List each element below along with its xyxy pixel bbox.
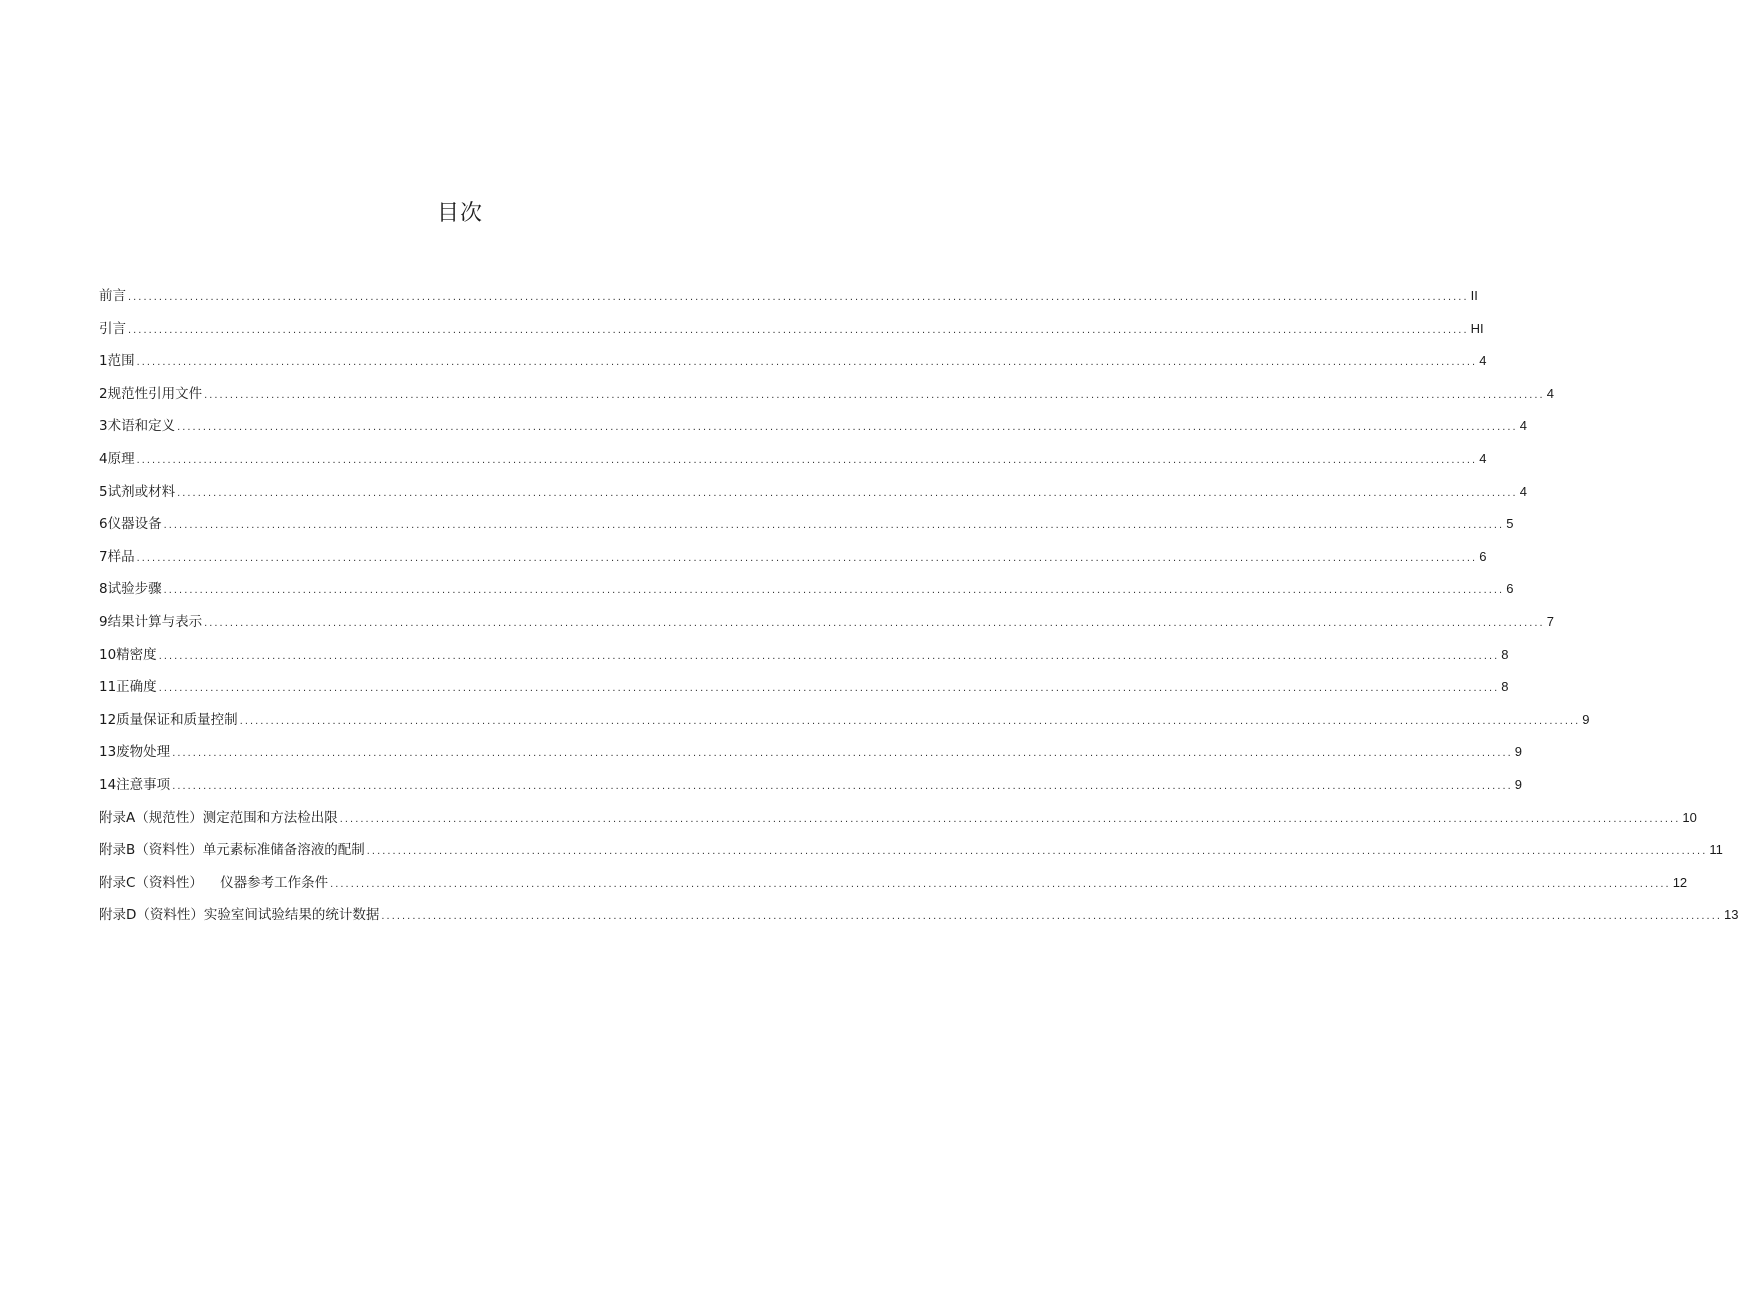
toc-entry-page: 9 (1514, 776, 1523, 792)
toc-entry[interactable] (99, 899, 1738, 932)
toc-leader-dots: .................................................................................................................................................................................................................................................................... (136, 356, 1478, 369)
toc-entry-label: 1范围 (99, 353, 135, 370)
toc-entry[interactable] (99, 443, 1487, 476)
toc-entry[interactable] (99, 802, 1697, 835)
toc-entry-page: 11 (1709, 842, 1723, 858)
toc-leader-dots: .................................................................................................................................................................................................................................................................... (172, 779, 1513, 792)
toc-entry[interactable] (99, 834, 1723, 867)
toc-entry-page: 6 (1506, 581, 1514, 597)
toc-entry-page: 4 (1519, 483, 1527, 499)
toc-entry[interactable] (99, 606, 1554, 639)
toc-entry-page: 5 (1506, 516, 1514, 532)
toc-entry-label: 3术语和定义 (99, 418, 176, 435)
toc-entry-label: 引言 (99, 320, 126, 337)
toc-leader-dots: .................................................................................................................................................................................................................................................................... (204, 388, 1545, 401)
toc-entry-page: 4 (1479, 450, 1487, 466)
toc-entry-label: 2规范性引用文件 (99, 385, 203, 402)
toc-entry-label: 8试验步骤 (99, 581, 162, 598)
toc-entry[interactable] (99, 769, 1523, 802)
toc-entry-label: 6仪器设备 (99, 516, 162, 533)
toc-entry-label: 9结果计算与表示 (99, 613, 203, 630)
toc-entry-page: 4 (1519, 418, 1527, 434)
toc-leader-dots: .................................................................................................................................................................................................................................................................... (136, 551, 1478, 564)
toc-entry-label: 4原理 (99, 450, 135, 467)
toc-leader-dots: .................................................................................................................................................................................................................................................................... (158, 682, 1500, 695)
toc-entry-page: 12 (1672, 874, 1688, 890)
toc-entry-page: II (1470, 288, 1478, 303)
toc-entry[interactable] (99, 410, 1527, 443)
toc-entry-label: 13废物处理 (99, 744, 171, 761)
toc-entry-label: 附录D（资料性）实验室间试验结果的统计数据 (99, 907, 380, 924)
toc-leader-dots: .................................................................................................................................................................................................................................................................... (381, 910, 1723, 923)
toc-entry[interactable] (99, 541, 1487, 574)
toc-entry[interactable] (99, 280, 1478, 313)
toc-entry-label: 14注意事项 (99, 776, 171, 793)
toc-leader-dots: .................................................................................................................................................................................................................................................................... (177, 421, 1518, 434)
toc-entry[interactable] (99, 378, 1554, 411)
toc-entry[interactable] (99, 671, 1509, 704)
toc-entry-label: 附录B（资料性）单元素标准储备溶液的配制 (99, 842, 365, 859)
toc-leader-dots: .................................................................................................................................................................................................................................................................... (339, 812, 1681, 825)
toc-leader-dots: .................................................................................................................................................................................................................................................................... (158, 649, 1500, 662)
toc-entry[interactable] (99, 639, 1509, 672)
toc-entry[interactable] (99, 476, 1527, 509)
toc-entry-page: 4 (1546, 385, 1554, 401)
toc-leader-dots: .................................................................................................................................................................................................................................................................... (172, 747, 1513, 760)
toc-entry-page: 9 (1514, 744, 1523, 760)
toc-entry-page: 7 (1546, 613, 1554, 629)
toc-entry-label: 5试剂或材料 (99, 483, 176, 500)
toc-leader-dots: .................................................................................................................................................................................................................................................................... (163, 584, 1505, 597)
toc-entry-label: 7样品 (99, 548, 135, 565)
toc-leader-dots: .................................................................................................................................................................................................................................................................... (204, 616, 1545, 629)
toc-entry-label: 附录A（规范性）测定范围和方法检出限 (99, 809, 338, 826)
toc-entry-page: 10 (1682, 809, 1697, 825)
toc-entry-page: HI (1470, 320, 1484, 336)
toc-entry[interactable] (99, 508, 1514, 541)
toc-entry-page: 8 (1501, 679, 1509, 695)
toc-entry-label: 11正确度 (99, 679, 157, 696)
toc-entry-label: 附录C（资料性） 仪器参考工作条件 (99, 874, 329, 891)
page-title: 目次 (436, 201, 483, 226)
toc-entry-label: 前言 (99, 288, 126, 304)
toc-entry-label: 10精密度 (99, 646, 157, 663)
toc-entry[interactable] (99, 313, 1484, 346)
toc-entry[interactable] (99, 704, 1590, 737)
toc-leader-dots: .................................................................................................................................................................................................................................................................... (128, 291, 1469, 303)
toc-leader-dots: .................................................................................................................................................................................................................................................................... (128, 323, 1469, 336)
toc-leader-dots: .................................................................................................................................................................................................................................................................... (239, 714, 1581, 727)
toc-entry-page: 9 (1582, 711, 1590, 727)
toc-entry-label: 12质量保证和质量控制 (99, 711, 238, 728)
toc-entry-page: 13 (1724, 907, 1738, 923)
toc-entry-page: 6 (1479, 548, 1487, 564)
toc-leader-dots: .................................................................................................................................................................................................................................................................... (163, 519, 1505, 532)
toc-entry-page: 8 (1501, 646, 1509, 662)
toc-leader-dots: .................................................................................................................................................................................................................................................................... (330, 877, 1671, 890)
table-of-contents (99, 280, 1738, 932)
toc-leader-dots: .................................................................................................................................................................................................................................................................... (136, 453, 1478, 466)
toc-entry-page: 4 (1479, 353, 1487, 369)
toc-leader-dots: .................................................................................................................................................................................................................................................................... (366, 845, 1708, 858)
toc-entry[interactable] (99, 867, 1688, 900)
toc-entry[interactable] (99, 345, 1487, 378)
toc-entry[interactable] (99, 736, 1523, 769)
toc-leader-dots: .................................................................................................................................................................................................................................................................... (177, 486, 1518, 499)
toc-entry[interactable] (99, 573, 1514, 606)
